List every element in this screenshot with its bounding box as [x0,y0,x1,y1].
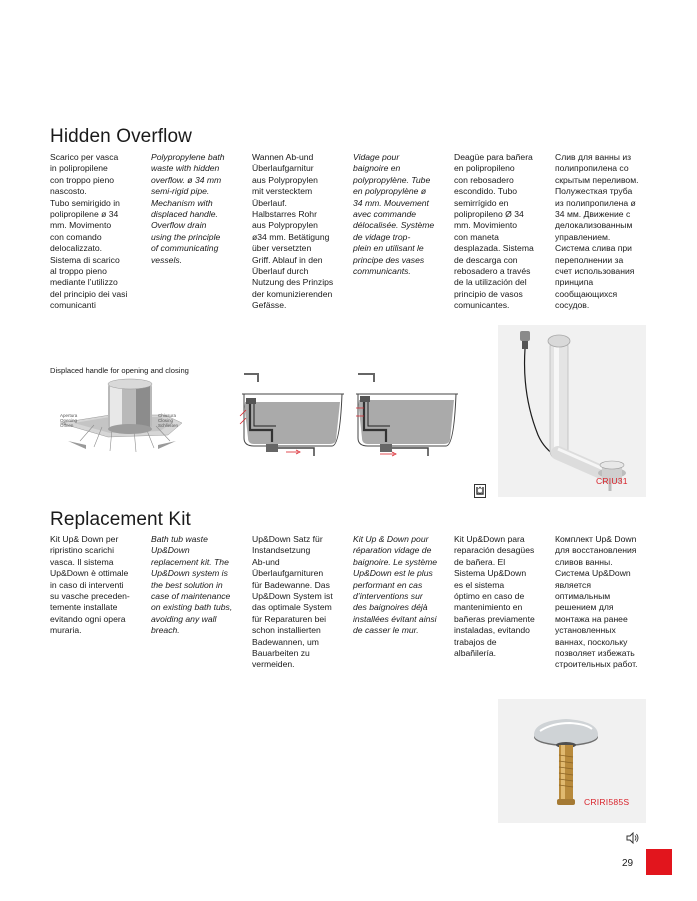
bathtub-diagram-closed [350,368,460,460]
opening-label [60,413,77,428]
section-title-replacement-kit: Replacement Kit [50,509,191,530]
section-title-hidden-overflow: Hidden Overflow [50,126,192,147]
product-photo-criri585s [498,699,646,823]
kit-description-fr: Kit Up & Down pour réparation vidage de baignoire. Le système Up&Down est le plus performant en cas d’interventions sur des baignoires déjà installées évitant ainsi de casser le mur. [353,534,438,636]
description-de: Wannen Ab-und Überlaufgarnitur aus Polypropylen mit verstecktem Überlauf. Halbstarres Rohr aus Polypropylen ø34 mm. Betätigung über versetzten Griff. Ablauf in den Überlauf durch Nutzung des Prinzips der komunizierenden Gefässe. [252,152,334,311]
speaker-icon [626,831,640,843]
opening-label-en: Opening [60,418,78,423]
description-ru: Слив для ванны из полипропилена со скрытым переливом. Полужесткая труба из полипропилена ø 34 мм. Движение с делокализованным управлением. Система слива при переполнении за счет использования принципа сообщающихся сосудов. [555,152,639,311]
closing-label-en: Closing [158,418,174,423]
closing-label-it: Chiusura [158,413,177,418]
product-photo-criu31 [498,325,646,497]
description-it: Scarico per vasca in polipropilene con troppo pieno nascosto. Tubo semirigido in polipropilene ø 34 mm. Movimento con comando delocalizzato. Sistema di scarico al troppo pieno mediante l’utilizzo del principio dei vasi comunicanti [50,152,128,311]
opening-label-de: Öffnen [60,423,74,428]
bathtub-diagram-open [236,368,346,460]
description-fr: Vidage pour baignoire en polypropylène. Tube en polypropylène ø 34 mm. Mouvement avec commande délocalisée. Système de vidage trop- plein en utilisant le principe des vases communicants. [353,152,435,277]
description-en: Polypropylene bath waste with hidden overflow. ø 34 mm semi-rigid pipe. Mechanism with displaced handle. Overflow drain using the principle of communicating vessels. [151,152,225,265]
kit-description-de: Up&Down Satz für Instandsetzung Ab-und Überlaufgarnituren für Badewanne. Das Up&Down System ist das optimale System für Reparaturen bei schon installierten Badewannen, um Bauarbeiten zu vermeiden. [252,534,333,670]
kit-description-it: Kit Up& Down per ripristino scarichi vasca. Il sistema Up&Down è ottimale in caso di interventi su vasche preceden- temente installate evitando ogni opera muraria. [50,534,130,636]
product-code-criu31: CRIU31 [596,476,628,486]
description-es: Deagüe para bañera en polipropileno con rebosadero escondido. Tubo semirrígido en polipropileno Ø 34 mm. Movimiento con maneta desplazada. Sistema de descarga con rebosadero a través de la utilización del principio de vasos comunicantes. [454,152,534,311]
accent-square [646,849,672,875]
handle-illustration [50,375,190,460]
closing-label-de: Schließen [158,423,179,428]
page-number: 29 [622,858,634,869]
closing-label [158,413,178,428]
figure-caption: Displaced handle for opening and closing [50,366,189,375]
kit-description-en: Bath tub waste Up&Down replacement kit. The Up&Down system is the best solution in case of maintenance on existing bath tubs, avoiding any wall breach. [151,534,233,636]
kit-description-ru: Комплект Up& Down для восстановления сливов ванны. Система Up&Down является оптимальным решением для монтажа на ранее установленных ваннах, поскольку позволяет избежать строительных работ. [555,534,638,670]
product-code-criri585s: CRIRI585S [584,797,630,807]
up-down-icon [474,484,486,498]
kit-description-es: Kit Up&Down para reparación desagües de bañera. El Sistema Up&Down es el sistema óptimo en caso de mantenimiento en bañeras previamente instaladas, evitando trabajos de albañilería. [454,534,535,659]
opening-label-it: Apertura [60,413,78,418]
